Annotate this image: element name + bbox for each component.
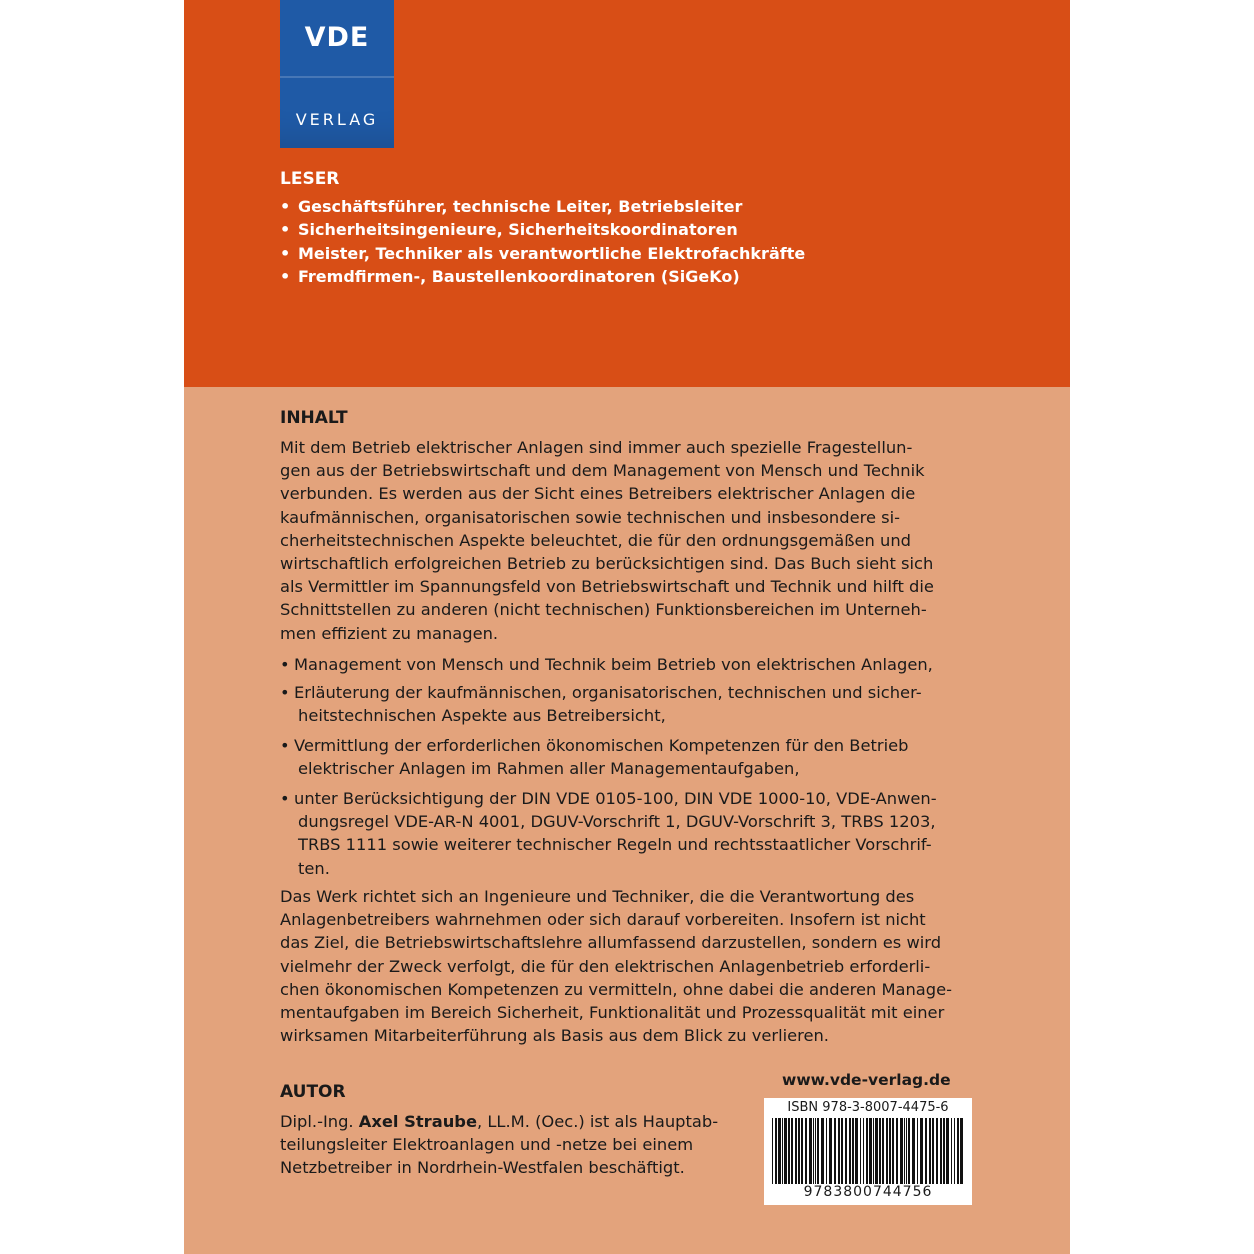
leser-item: • Sicherheitsingenieure, Sicherheitskoordinatoren (280, 218, 805, 241)
autor-text (280, 1110, 718, 1180)
inhalt-bullet (280, 681, 980, 727)
bullet-line: • Management von Mensch und Technik beim Betrieb von elektrischen Anlagen, (280, 653, 980, 676)
vde-verlag-logo (280, 0, 394, 148)
barcode-bar (932, 1118, 934, 1184)
barcode-bar (778, 1118, 781, 1184)
autor-line (280, 1110, 718, 1133)
text-line: wirtschaftlich erfolgreichen Betrieb zu berücksichtigen sind. Das Buch sieht sich (280, 554, 934, 574)
text-line: kaufmännischen, organisatorischen sowie technischen und insbesondere si- (280, 507, 901, 527)
barcode-bar (889, 1118, 891, 1184)
text-line: Mit dem Betrieb elektrischer Anlagen sind immer auch spezielle Fragestellun- (280, 438, 913, 457)
barcode-bar (960, 1118, 963, 1184)
barcode-bar (798, 1118, 800, 1184)
barcode-bar (845, 1118, 847, 1184)
barcode-bar (849, 1118, 851, 1184)
inhalt-bullet (280, 734, 980, 780)
barcode-bar (925, 1118, 927, 1184)
text-line: wirksamen Mitarbeiterführung als Basis aus dem Blick zu verlieren. (280, 1026, 829, 1046)
barcode-bar (906, 1118, 907, 1184)
barcode-bar (801, 1118, 803, 1184)
bullet-line: ten. (298, 858, 330, 878)
barcode-bar (829, 1118, 832, 1184)
logo-brand: VDE (304, 22, 370, 53)
barcode-bar (838, 1118, 840, 1184)
text-line: Schnittstellen zu anderen (nicht technischen) Funktionsbereichen im Unterneh- (280, 600, 927, 620)
barcode-bar (929, 1118, 931, 1184)
barcode-bar (788, 1118, 790, 1184)
text-line: men effizient zu managen. (280, 623, 499, 643)
autor-suffix: , LL.M. (Oec.) ist als Hauptab- (477, 1112, 719, 1131)
autor-name: Axel Straube (358, 1112, 477, 1131)
isbn-label: ISBN 978-3-8007-4475-6 (787, 1100, 949, 1115)
text-line: gen aus der Betriebswirtschaft und dem Management von Mensch und Technik (280, 461, 925, 481)
barcode-bar (917, 1118, 918, 1184)
barcode-icon (772, 1118, 964, 1184)
barcode-bar (860, 1118, 861, 1184)
barcode-bar (879, 1118, 881, 1184)
inhalt-paragraph-2 (280, 885, 976, 1047)
barcode-bar (784, 1118, 787, 1184)
text-line: verbunden. Es werden aus der Sicht eines Betreibers elektrischer Anlagen die (280, 484, 916, 504)
barcode-bar (805, 1118, 807, 1184)
barcode-bar (886, 1118, 888, 1184)
barcode-bar (912, 1118, 915, 1184)
barcode-bar (873, 1118, 874, 1184)
barcode-bar (863, 1118, 864, 1184)
barcode-bar (782, 1118, 783, 1184)
leser-list (280, 195, 805, 289)
barcode-bar (815, 1118, 816, 1184)
bullet-line: dungsregel VDE-AR-N 4001, DGUV-Vorschrift 1, DGUV-Vorschrift 3, TRBS 1203, (298, 812, 936, 832)
top-orange-band (184, 0, 1070, 387)
barcode-bar (896, 1118, 898, 1184)
text-line: das Ziel, die Betriebswirtschaftslehre allumfassend darzustellen, sondern es wird (280, 933, 942, 953)
leser-item: • Meister, Techniker als verantwortliche Elektrofachkräfte (280, 242, 805, 265)
barcode-bar (821, 1118, 824, 1184)
logo-subtitle: VERLAG (295, 110, 379, 129)
autor-heading: AUTOR (280, 1082, 346, 1102)
barcode-bar (936, 1118, 938, 1184)
barcode-bar (869, 1118, 872, 1184)
barcode-bar (875, 1118, 878, 1184)
barcode-bar (834, 1118, 836, 1184)
barcode-bar (900, 1118, 903, 1184)
bullet-line: elektrischer Anlagen im Rahmen aller Managementaufgaben, (298, 759, 800, 779)
inhalt-paragraph-1 (280, 436, 976, 645)
barcode-bar (866, 1118, 868, 1184)
barcode-bar (951, 1118, 952, 1184)
barcode-bar (791, 1118, 793, 1184)
barcode-bar (809, 1118, 812, 1184)
logo-divider (280, 76, 394, 78)
text-line: chen ökonomischen Kompetenzen zu vermitteln, ohne dabei die anderen Manage- (280, 979, 952, 999)
autor-line: Netzbetreiber in Nordrhein-Westfalen beschäftigt. (280, 1158, 685, 1178)
barcode-bar (841, 1118, 843, 1184)
bullet-line: • Erläuterung der kaufmännischen, organisatorischen, technischen und sicher- (280, 681, 980, 704)
bullet-line: • Vermittlung der erforderlichen ökonomischen Kompetenzen für den Betrieb (280, 734, 980, 757)
barcode-bar (826, 1118, 827, 1184)
barcode-bar (954, 1118, 955, 1184)
barcode-bar (908, 1118, 910, 1184)
barcode-bar (957, 1118, 959, 1184)
book-back-cover (184, 0, 1070, 1254)
text-line: vielmehr der Zweck verfolgt, die für den elektrischen Anlagenbetrieb erforderli- (280, 956, 931, 976)
bullet-line: TRBS 1111 sowie weiterer technischer Regeln und rechtsstaatlicher Vorschrif- (298, 835, 932, 855)
barcode-bar (882, 1118, 884, 1184)
bullet-line: • unter Berücksichtigung der DIN VDE 0105-100, DIN VDE 1000-10, VDE-Anwen- (280, 787, 980, 810)
inhalt-heading: INHALT (280, 408, 348, 428)
barcode-bar (795, 1118, 797, 1184)
barcode-bar (892, 1118, 894, 1184)
barcode-bar (943, 1118, 945, 1184)
barcode-bar (946, 1118, 949, 1184)
text-line: Das Werk richtet sich an Ingenieure und Techniker, die die Verantwortung des (280, 887, 915, 906)
inhalt-bullet (280, 787, 980, 880)
text-line: Anlagenbetreibers wahrnehmen oder sich darauf vorbereiten. Insofern ist nicht (280, 910, 926, 930)
bullet-line: heitstechnischen Aspekte aus Betreibersicht, (298, 706, 666, 726)
text-line: als Vermittler im Spannungsfeld von Betriebswirtschaft und Technik und hilft die (280, 577, 934, 597)
barcode-bar (852, 1118, 854, 1184)
barcode-bar (813, 1118, 814, 1184)
barcode-bar (855, 1118, 858, 1184)
barcode-bar (940, 1118, 942, 1184)
text-line: cherheitstechnischen Aspekte beleuchtet, die für den ordnungsgemäßen und (280, 530, 912, 550)
autor-line: teilungsleiter Elektroanlagen und -netze bei einem (280, 1135, 694, 1155)
barcode-bar (817, 1118, 819, 1184)
barcode-bar (772, 1118, 773, 1184)
leser-item: • Geschäftsführer, technische Leiter, Betriebsleiter (280, 195, 805, 218)
autor-prefix: Dipl.-Ing. (280, 1112, 359, 1131)
inhalt-bullet (280, 653, 980, 676)
leser-heading: LESER (280, 169, 340, 189)
barcode-bar (775, 1118, 777, 1184)
isbn-barcode (764, 1098, 972, 1205)
text-line: mentaufgaben im Bereich Sicherheit, Funktionalität und Prozessqualität mit einer (280, 1003, 945, 1023)
website-link[interactable]: www.vde-verlag.de (782, 1071, 951, 1089)
barcode-number: 9783800744756 (803, 1184, 933, 1200)
leser-item: • Fremdfirmen-, Baustellenkoordinatoren (SiGeKo) (280, 265, 805, 288)
barcode-bar (920, 1118, 923, 1184)
barcode-bar (904, 1118, 905, 1184)
